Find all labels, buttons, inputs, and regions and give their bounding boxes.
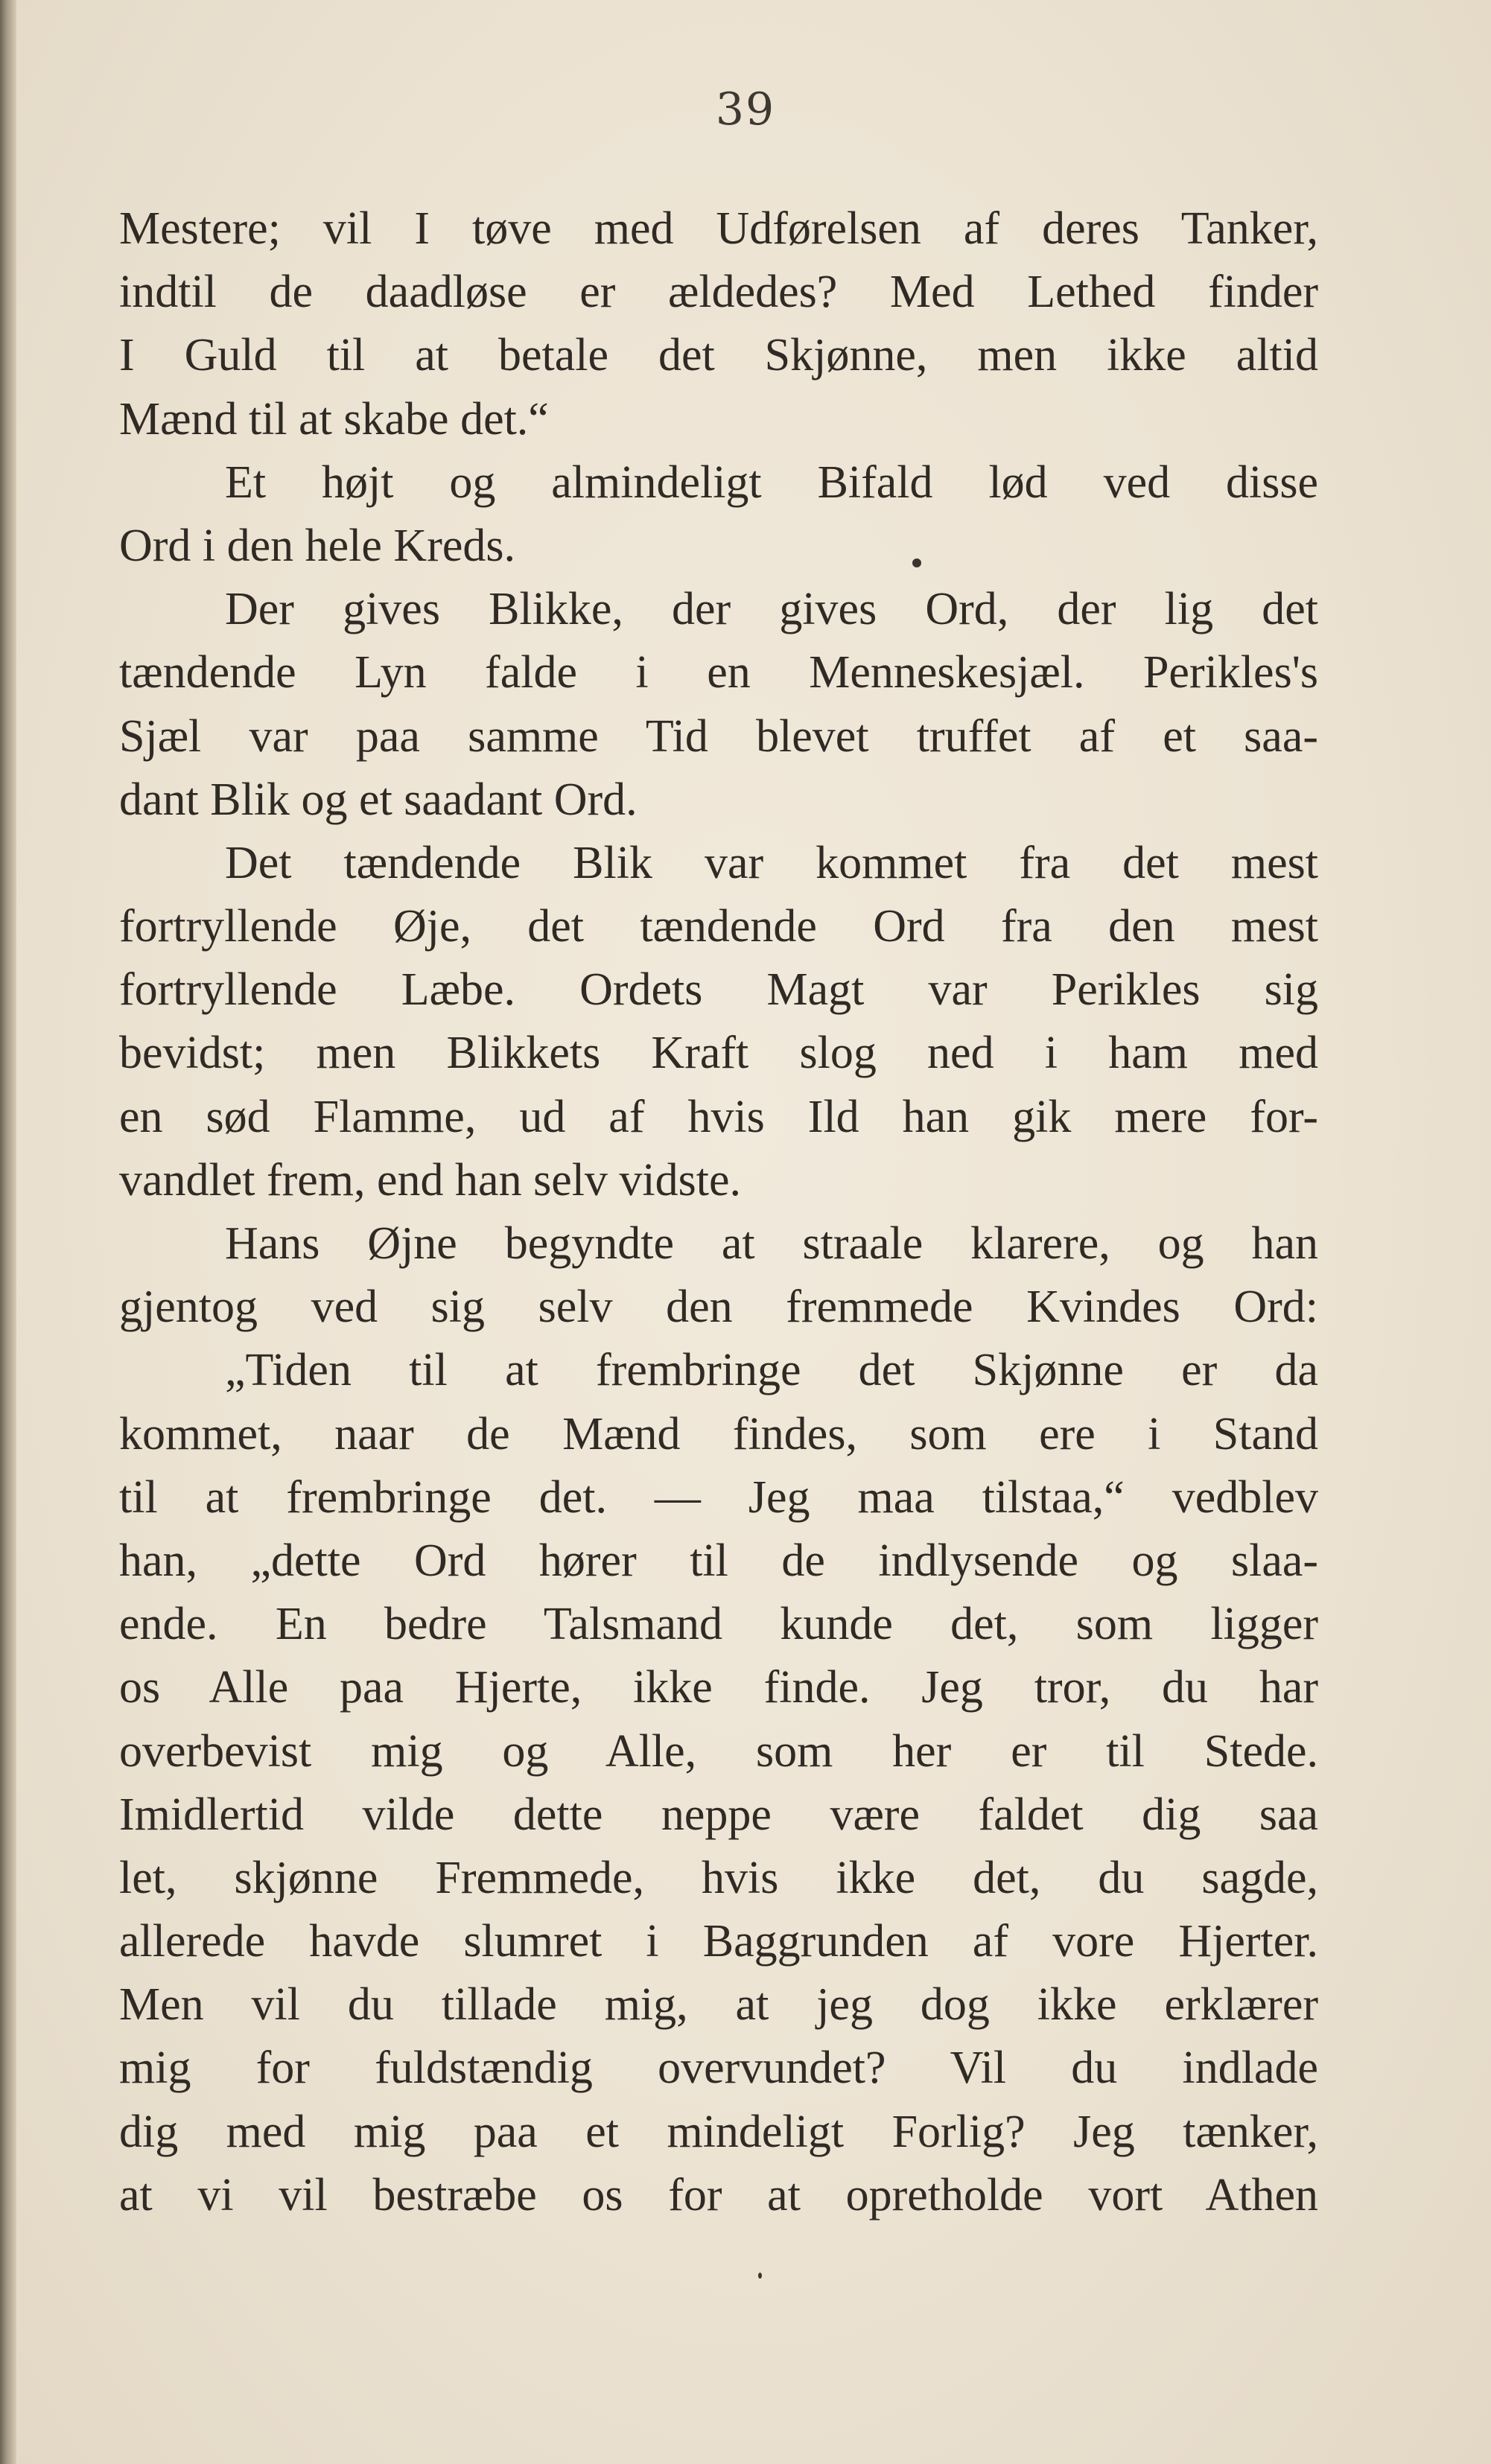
print-speck	[758, 2273, 762, 2279]
text-line: dig med mig paa et mindeligt Forlig? Jeg tænker,	[119, 2106, 1318, 2157]
text-line: mig for fuldstændig overvundet? Vil du indlade	[119, 2043, 1318, 2094]
text-line: han, „dette Ord hører til de indlysende og slaa-	[119, 1535, 1318, 1586]
text-line: bevidst; men Blikkets Kraft slog ned i ham med	[119, 1028, 1318, 1079]
text-line: Ord i den hele Kreds.	[119, 520, 515, 571]
page-number: 39	[715, 83, 776, 136]
text-line: „Tiden til at frembringe det Skjønne er da	[225, 1345, 1318, 1396]
text-line: en sød Flamme, ud af hvis Ild han gik mere for-	[119, 1091, 1318, 1142]
text-line: allerede havde slumret i Baggrunden af vore Hjerter.	[119, 1916, 1318, 1967]
text-line: Der gives Blikke, der gives Ord, der lig det	[225, 584, 1318, 635]
text-line: Men vil du tillade mig, at jeg dog ikke erklærer	[119, 1979, 1318, 2031]
text-line: tændende Lyn falde i en Menneskesjæl. Perikles's	[119, 647, 1318, 698]
text-line: indtil de daadløse er ældedes? Med Lethed finder	[119, 267, 1318, 318]
body-text	[119, 197, 1318, 2227]
text-line: fortryllende Læbe. Ordets Magt var Perikles sig	[119, 964, 1318, 1016]
text-line: os Alle paa Hjerte, ikke finde. Jeg tror, du har	[119, 1662, 1318, 1713]
text-line: at vi vil bestræbe os for at opretholde vort Athen	[119, 2169, 1318, 2221]
text-line: Hans Øjne begyndte at straale klarere, og han	[225, 1218, 1318, 1269]
page-binding-edge	[0, 0, 16, 2464]
text-line: Sjæl var paa samme Tid blevet truffet af et saa-	[119, 710, 1318, 762]
text-line: I Guld til at betale det Skjønne, men ikke altid	[119, 330, 1318, 381]
text-line: Mestere; vil I tøve med Udførelsen af deres Tanker,	[119, 203, 1318, 254]
text-line: overbevist mig og Alle, som her er til Stede.	[119, 1725, 1318, 1777]
print-speck	[912, 558, 921, 567]
text-line: dant Blik og et saadant Ord.	[119, 774, 638, 825]
text-line: til at frembringe det. — Jeg maa tilstaa,“ vedblev	[119, 1471, 1318, 1523]
text-line: fortryllende Øje, det tændende Ord fra den mest	[119, 901, 1318, 952]
text-line: ende. En bedre Talsmand kunde det, som ligger	[119, 1599, 1318, 1650]
text-line: vandlet frem, end han selv vidste.	[119, 1154, 742, 1206]
text-line: Imidlertid vilde dette neppe være faldet dig saa	[119, 1789, 1318, 1840]
text-line: let, skjønne Fremmede, hvis ikke det, du sagde,	[119, 1852, 1318, 1903]
text-line: Det tændende Blik var kommet fra det mest	[225, 837, 1318, 888]
text-line: gjentog ved sig selv den fremmede Kvindes Ord:	[119, 1282, 1318, 1333]
text-line: Mænd til at skabe det.“	[119, 393, 549, 445]
text-line: kommet, naar de Mænd findes, som ere i Stand	[119, 1408, 1318, 1459]
text-line: Et højt og almindeligt Bifald lød ved disse	[225, 456, 1318, 508]
